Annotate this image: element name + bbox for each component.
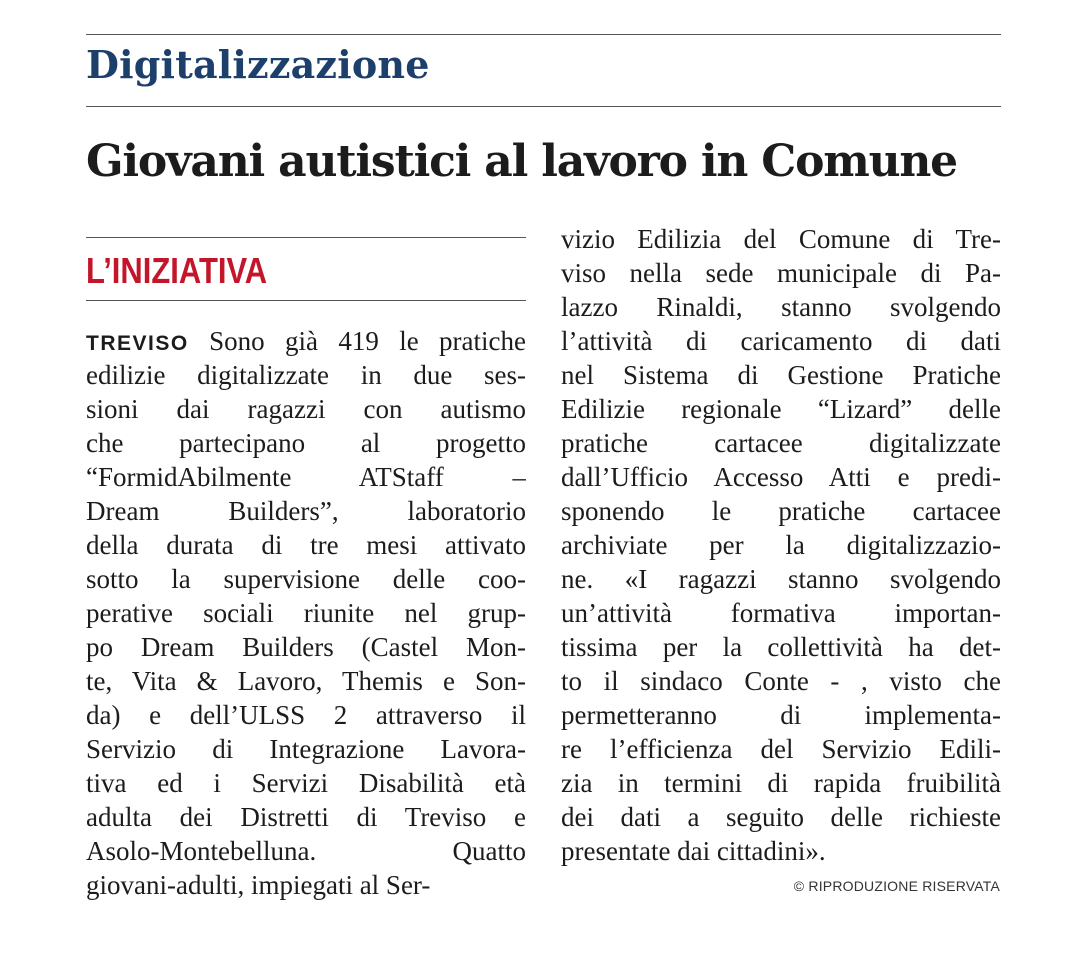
text-line-content: tissima per la collettività ha det-	[561, 632, 1001, 662]
top-rule	[86, 34, 1001, 35]
text-line-content: sotto la supervisione delle coo-	[86, 564, 526, 594]
text-line	[561, 290, 1001, 324]
article-column-right	[561, 222, 1001, 868]
article-column-left	[86, 324, 526, 902]
text-line	[561, 766, 1001, 800]
text-line	[561, 800, 1001, 834]
text-line	[86, 868, 526, 902]
dateline: TREVISO	[86, 332, 189, 355]
text-line-content: nel Sistema di Gestione Pratiche	[561, 360, 1001, 390]
text-line-content: “FormidAbilmente ATStaff –	[86, 462, 526, 492]
text-line	[86, 562, 526, 596]
text-line-content: adulta dei Distretti di Treviso e	[86, 802, 526, 832]
text-line	[561, 630, 1001, 664]
text-line	[86, 494, 526, 528]
text-line-content: sponendo le pratiche cartacee	[561, 496, 1001, 526]
text-line-content: Dream Builders”, laboratorio	[86, 496, 526, 526]
text-line-content: po Dream Builders (Castel Mon-	[86, 632, 526, 662]
text-line	[86, 358, 526, 392]
text-line-content: te, Vita & Lavoro, Themis e Son-	[86, 666, 526, 696]
text-line-content: to il sindaco Conte - , visto che	[561, 666, 1001, 696]
text-line	[561, 698, 1001, 732]
copyright-notice: © RIPRODUZIONE RISERVATA	[793, 878, 1000, 894]
text-line	[86, 664, 526, 698]
text-line-content: pratiche cartacee digitalizzate	[561, 428, 1001, 458]
kicker: L’INIZIATIVA	[86, 250, 268, 291]
text-line-content: che partecipano al progetto	[86, 428, 526, 458]
text-line-content: Edilizie regionale “Lizard” delle	[561, 394, 1001, 424]
text-line-content: da) e dell’ULSS 2 attraverso il	[86, 700, 526, 730]
text-line	[561, 732, 1001, 766]
text-line	[86, 630, 526, 664]
text-line-content: sioni dai ragazzi con autismo	[86, 394, 526, 424]
text-line-content: zia in termini di rapida fruibilità	[561, 768, 1001, 798]
text-line-content: lazzo Rinaldi, stanno svolgendo	[561, 292, 1001, 322]
text-line	[86, 834, 526, 868]
text-line-content: giovani-adulti, impiegati al Ser-	[86, 870, 431, 900]
text-line-content: permetteranno di implementa-	[561, 700, 1001, 730]
section-bottom-rule	[86, 106, 1001, 107]
text-line	[561, 494, 1001, 528]
text-line	[86, 732, 526, 766]
text-line	[86, 800, 526, 834]
text-line	[86, 766, 526, 800]
text-line-content: ne. «I ragazzi stanno svolgendo	[561, 564, 1001, 594]
text-line-content: dei dati a seguito delle richieste	[561, 802, 1001, 832]
text-line	[561, 834, 1001, 868]
text-line	[86, 698, 526, 732]
headline: Giovani autistici al lavoro in Comune	[86, 136, 957, 187]
kicker-bottom-rule	[86, 300, 526, 301]
text-line	[561, 324, 1001, 358]
text-line-content: Servizio di Integrazione Lavora-	[86, 734, 526, 764]
text-line	[561, 222, 1001, 256]
text-line	[561, 562, 1001, 596]
text-line	[561, 664, 1001, 698]
text-line	[86, 596, 526, 630]
text-line	[561, 426, 1001, 460]
text-line	[86, 392, 526, 426]
text-line-content: viso nella sede municipale di Pa-	[561, 258, 1001, 288]
text-line	[561, 358, 1001, 392]
text-line	[561, 460, 1001, 494]
text-line-content: un’attività formativa importan-	[561, 598, 1001, 628]
text-line	[561, 528, 1001, 562]
text-line	[86, 528, 526, 562]
text-line-content: re l’efficienza del Servizio Edili-	[561, 734, 1001, 764]
text-line	[86, 460, 526, 494]
text-line-content: vizio Edilizia del Comune di Tre-	[561, 224, 1001, 254]
text-line	[561, 256, 1001, 290]
text-line-content: Asolo-Montebelluna. Quatto	[86, 836, 526, 866]
text-line-content: perative sociali riunite nel grup-	[86, 598, 526, 628]
section-title: Digitalizzazione	[86, 42, 430, 87]
text-line	[86, 324, 526, 358]
text-line	[86, 426, 526, 460]
text-line-content: archiviate per la digitalizzazio-	[561, 530, 1001, 560]
text-line-content: edilizie digitalizzate in due ses-	[86, 360, 526, 390]
text-line-content: tiva ed i Servizi Disabilità età	[86, 768, 526, 798]
text-line-content: Sono già 419 le pratiche	[188, 326, 526, 356]
kicker-top-rule	[86, 237, 526, 238]
text-line	[561, 596, 1001, 630]
text-line-content: presentate dai cittadini».	[561, 836, 826, 866]
text-line	[561, 392, 1001, 426]
text-line-content: della durata di tre mesi attivato	[86, 530, 526, 560]
text-line-content: l’attività di caricamento di dati	[561, 326, 1001, 356]
text-line-content: dall’Ufficio Accesso Atti e predi-	[561, 462, 1001, 492]
